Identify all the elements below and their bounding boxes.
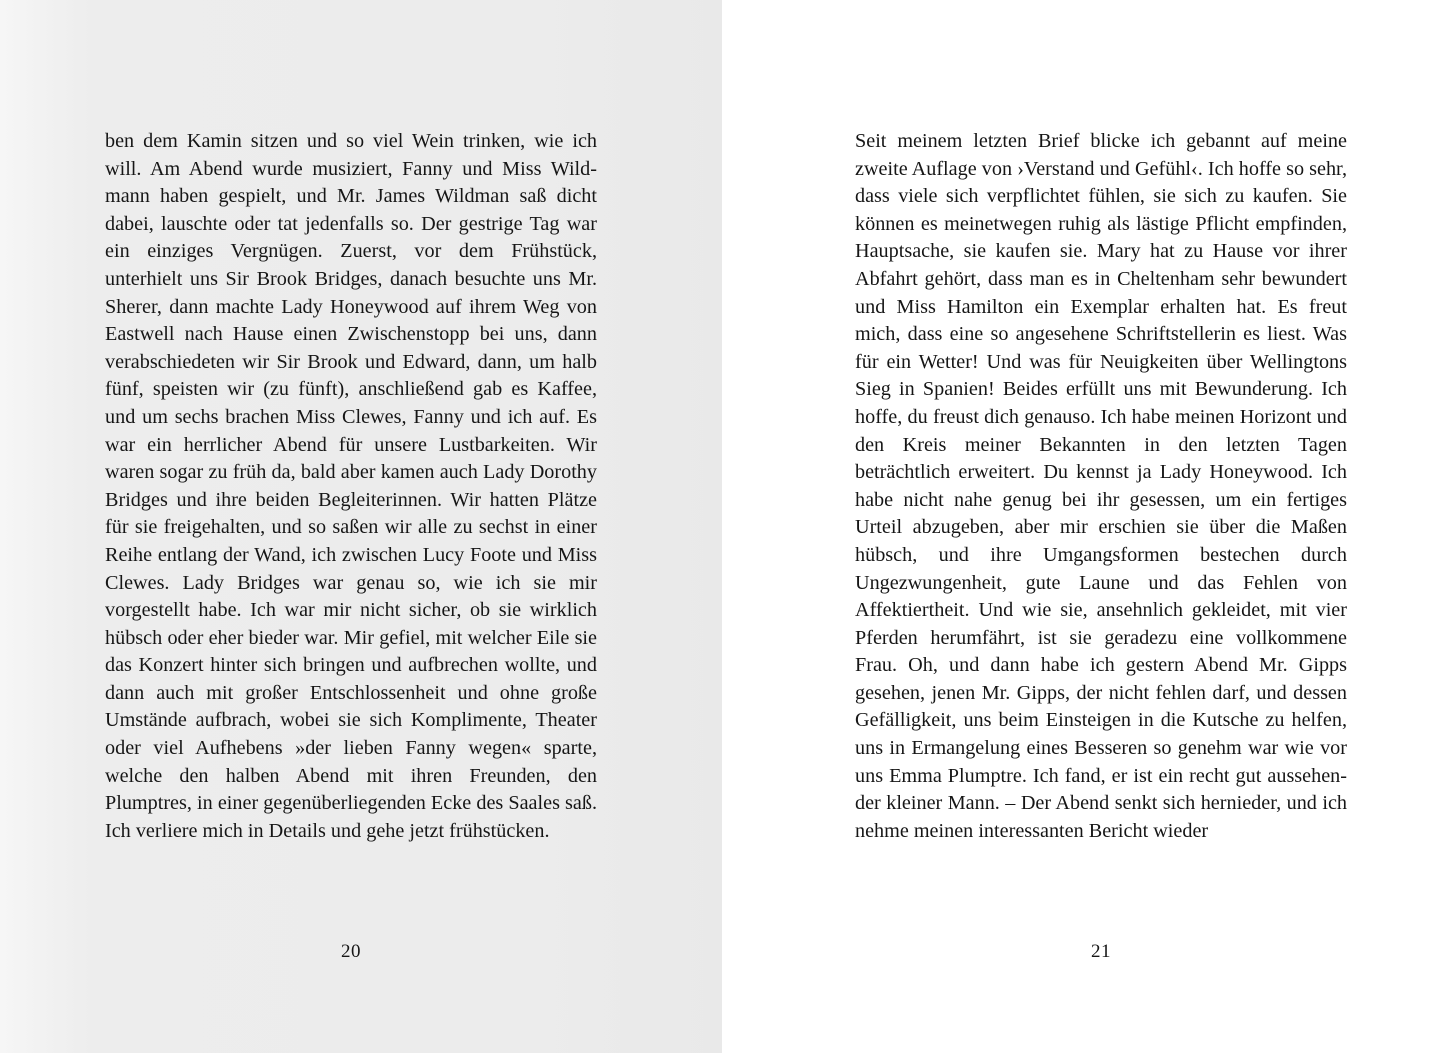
left-page: [0, 0, 722, 1053]
left-page-folio: 20: [341, 941, 361, 962]
left-page-textblock: [105, 128, 597, 845]
right-page-paragraph: Seit meinem letzten Brief blicke ich gebannt auf meine zweite Auflage von ›Verstand und Gefühl‹. Ich hoffe so sehr, dass viele sich verpflichtet fühlen, sie sich zu kaufen. Sie können es meinetwegen ruhig als lästige Pflicht empfinden, Hauptsache, sie kaufen sie. Mary hat zu Hause vor ihrer Abfahrt gehört, dass man es in Cheltenham sehr bewundert und Miss Hamilton ein Exemplar erhalten hat. Es freut mich, dass eine so angesehene Schriftstellerin es liest. Was für ein Wetter! Und was für Neuigkeiten über Wellingtons Sieg in Spanien! Beides erfüllt uns mit Bewunderung. Ich hoffe, du freust dich genauso. Ich habe meinen Horizont und den Kreis meiner Bekannten in den letzten Tagen beträchtlich erweitert. Du kennst ja Lady Honeywood. Ich habe nicht nahe genug bei ihr gesessen, um ein fertiges Urteil abzugeben, aber mir erschien sie über die Maßen hübsch, und ihre Umgangsformen bestechen durch Ungezwungenheit, gute Laune und das Fehlen von Affektiertheit. Und wie sie, ansehnlich gekleidet, mit vier Pferden herumfährt, ist sie geradezu eine vollkommene Frau. Oh, und dann habe ich gestern Abend Mr. Gipps gesehen, jenen Mr. Gipps, der nicht fehlen darf, und dessen Gefälligkeit, uns beim Einsteigen in die Kutsche zu helfen, uns in Ermangelung eines Besseren so genehm war wie vor uns Emma Plumptre. Ich fand, er ist ein recht gut aussehender kleiner Mann. – Der Abend senkt sich hernieder, und ich nehme meinen interessanten Bericht wieder: [855, 130, 1347, 842]
left-page-paragraph: ben dem Kamin sitzen und so viel Wein trinken, wie ich will. Am Abend wurde musiziert, Fanny und Miss Wildmann haben gespielt, und Mr. James Wildman saß dicht dabei, lauschte oder tat jedenfalls so. Der gestrige Tag war ein einziges Vergnügen. Zuerst, vor dem Frühstück, unterhielt uns Sir Brook Bridges, danach besuchte uns Mr. Sherer, dann machte Lady Honeywood auf ihrem Weg von Eastwell nach Hause einen Zwischenstopp bei uns, dann verabschiedeten wir Sir Brook und Edward, dann, um halb fünf, speisten wir (zu fünft), anschließend gab es Kaffee, und um sechs brachen Miss Clewes, Fanny und ich auf. Es war ein herrlicher Abend für unsere Lustbarkeiten. Wir waren sogar zu früh da, bald aber kamen auch Lady Dorothy Bridges und ihre beiden Begleiterinnen. Wir hatten Plätze für sie freigehalten, und so saßen wir alle zu sechst in einer Reihe entlang der Wand, ich zwischen Lucy Foote und Miss Clewes. Lady Bridges war genau so, wie ich sie mir vorgestellt habe. Ich war mir nicht sicher, ob sie wirklich hübsch oder eher bieder war. Mir gefiel, mit welcher Eile sie das Konzert hinter sich bringen und aufbrechen wollte, und dann auch mit großer Entschlossenheit und ohne große Umstände aufbrach, wobei sie sich Komplimente, Theater oder viel Aufhebens »der lieben Fanny wegen« sparte, welche den halben Abend mit ihren Freunden, den Plumptres, in einer gegenüberliegenden Ecke des Saales saß. Ich verliere mich in Details und gehe jetzt frühstücken.: [105, 130, 597, 842]
right-page: [722, 0, 1445, 1053]
right-page-textblock: [855, 128, 1347, 845]
right-page-folio: 21: [1091, 941, 1111, 962]
